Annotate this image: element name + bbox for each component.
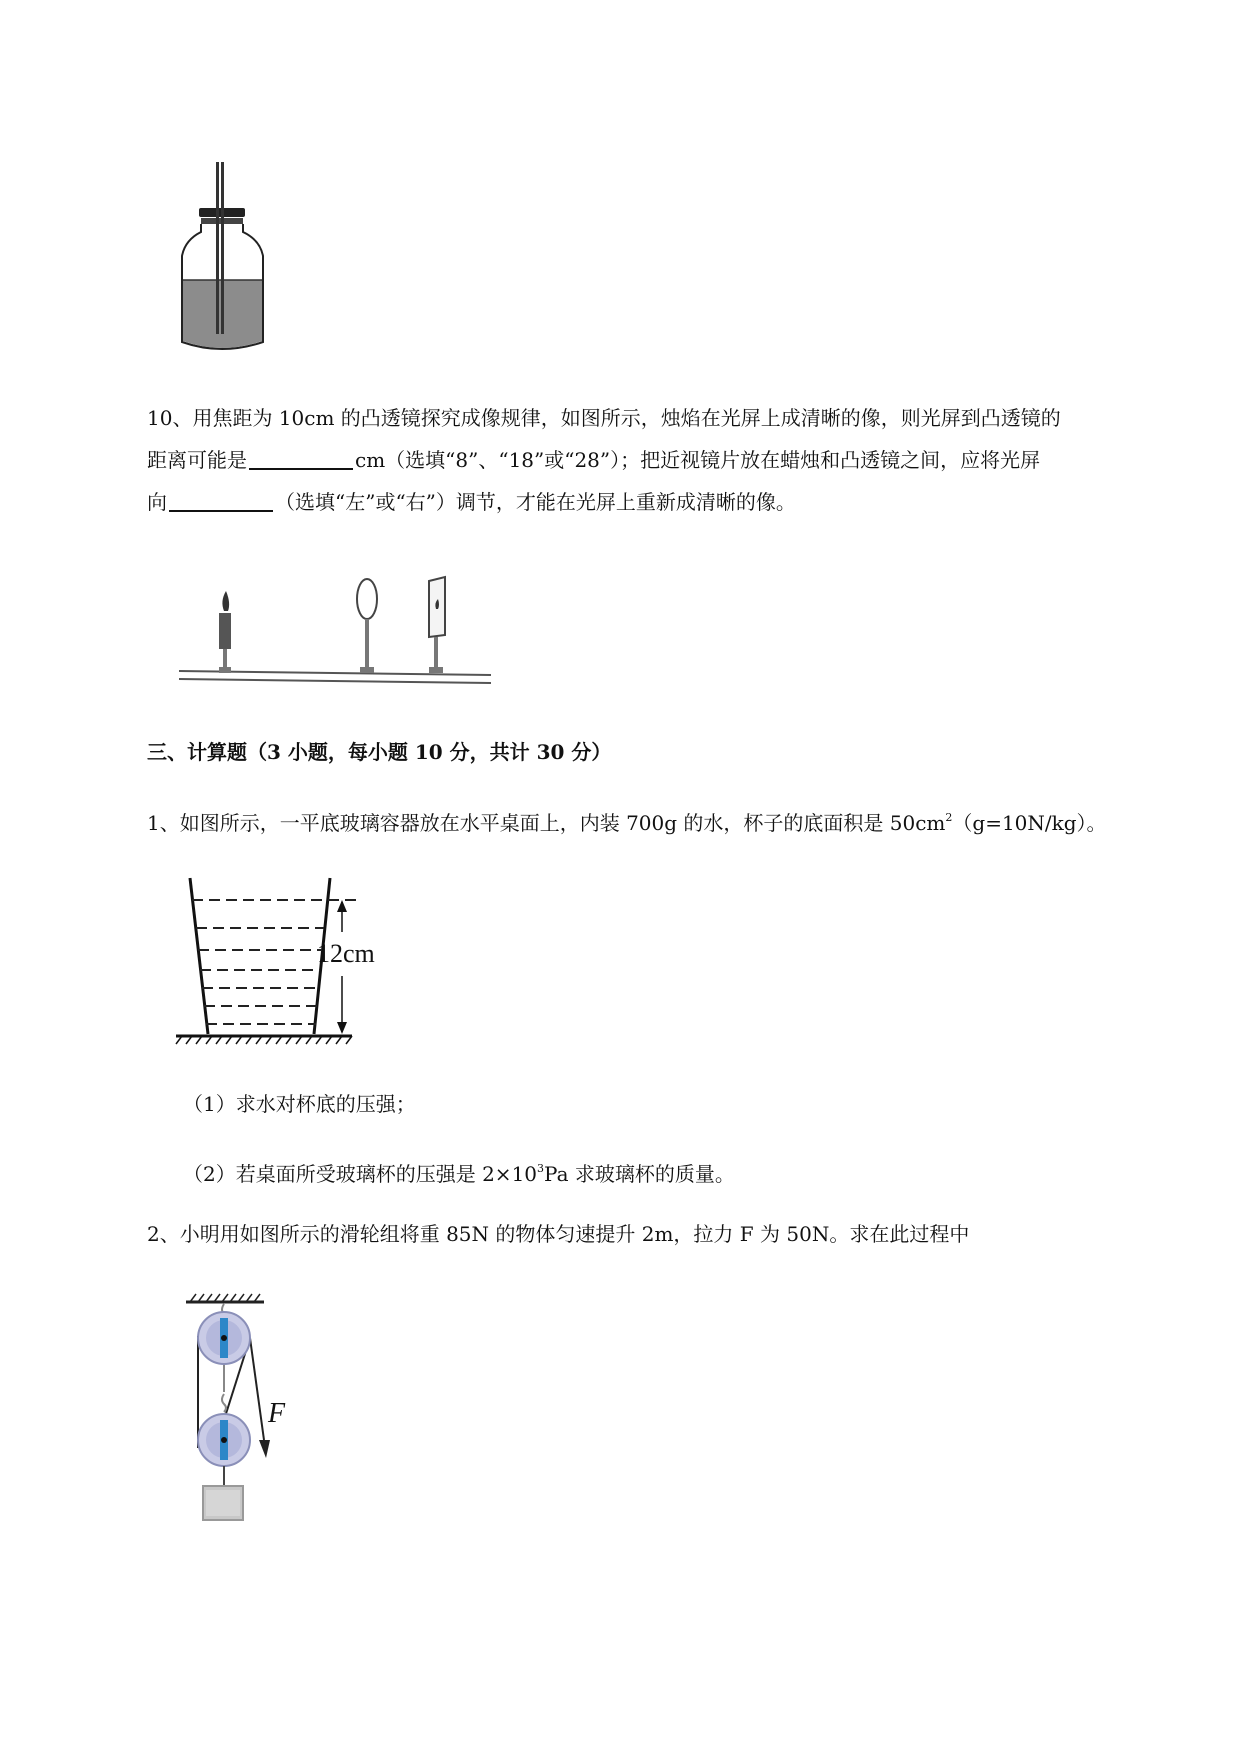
p2-text: 2、小明用如图所示的滑轮组将重 85N 的物体匀速提升 2m，拉力 F 为 50N。求在此过程中 bbox=[147, 1222, 970, 1246]
section3-title: 三、计算题（3 小题，每小题 10 分，共计 30 分） bbox=[147, 740, 612, 764]
q10-line3: 向 （选填“左”或“右”）调节，才能在光屏上重新成清晰的像。 bbox=[147, 490, 796, 514]
p1-sub1: （1）求水对杯底的压强； bbox=[183, 1092, 416, 1116]
q10-line2: 距离可能是 cm（选填“8”、“18”或“28”）；把近视镜片放在蜡烛和凸透镜之间，应将光屏 bbox=[147, 448, 1041, 472]
optical-bench-figure bbox=[175, 575, 495, 690]
answer-blank-2[interactable] bbox=[169, 490, 273, 512]
beaker-figure bbox=[170, 872, 400, 1052]
p1-sub2: （2）若桌面所受玻璃杯的压强是 $2\times 10^3Pa$ 求玻璃杯的质量。 bbox=[183, 1162, 735, 1186]
force-label: F bbox=[268, 1398, 286, 1429]
p1-text: 1、如图所示，一平底玻璃容器放在水平桌面上，内装 700g 的水，杯子的底面积是 $50cm^2(g=10N/kg)$。 bbox=[147, 811, 1107, 835]
answer-blank-1[interactable] bbox=[249, 448, 353, 470]
q10-line1: 10、用焦距为 10cm 的凸透镜探究成像规律，如图所示，烛焰在光屏上成清晰的像，则光屏到凸透镜的 bbox=[147, 406, 1061, 430]
height-label: 12cm bbox=[317, 939, 375, 968]
pulley-figure bbox=[180, 1290, 310, 1550]
jar-figure bbox=[175, 160, 270, 360]
